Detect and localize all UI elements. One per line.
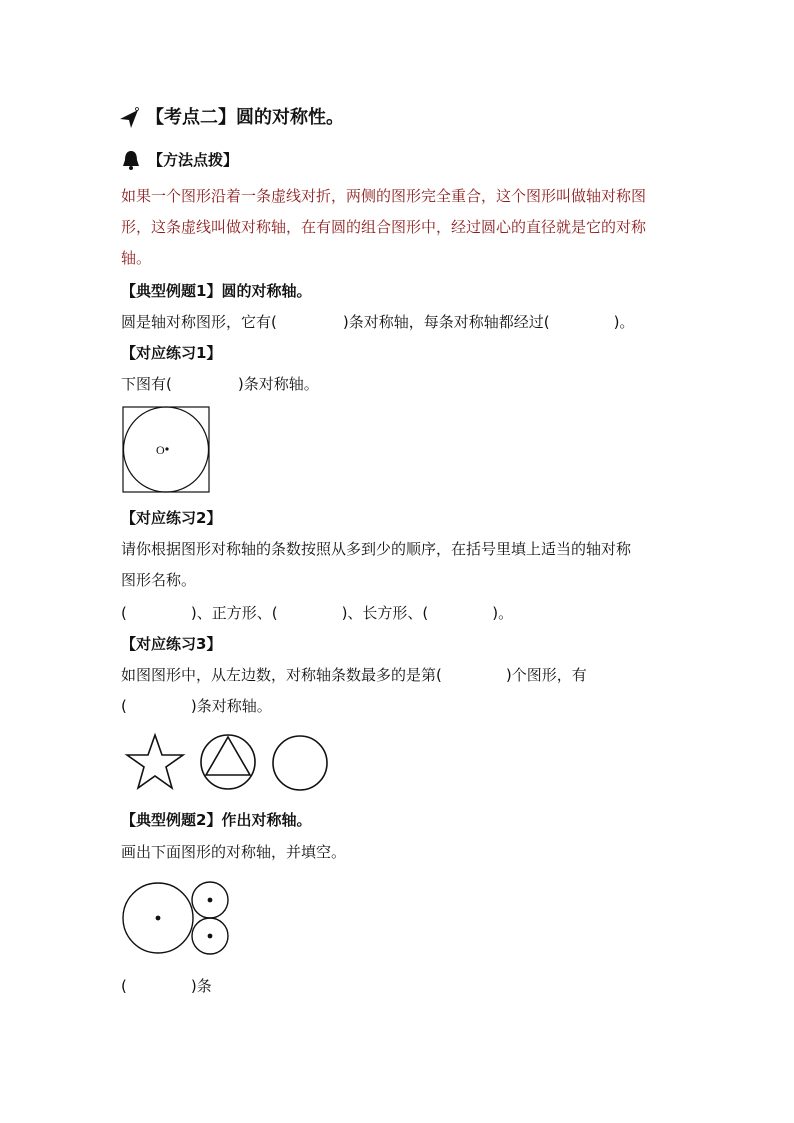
- practice3-title: 【对应练习3】: [121, 635, 222, 653]
- practice1-title: 【对应练习1】: [121, 344, 222, 362]
- practice3-line-1: [121, 665, 587, 685]
- example2-title: 【典型例题2】作出对称轴。: [121, 811, 312, 829]
- explain-line-3: 轴。: [121, 249, 152, 267]
- practice1-q-b: )条对称轴。: [237, 375, 319, 393]
- practice3-l1-a: 如图图形中，从左边数，对称轴条数最多的是第(: [121, 666, 442, 684]
- send-arrow-icon: [118, 107, 140, 129]
- practice3-line-2: [121, 696, 272, 716]
- practice1-q-a: 下图有(: [121, 375, 172, 393]
- practice2-p2: )、正方形、(: [190, 604, 278, 622]
- practice3-l2-a: (: [121, 697, 127, 715]
- center-label: O: [156, 443, 165, 457]
- example2-answer-b: )条: [190, 977, 212, 995]
- star-figure: [127, 735, 183, 788]
- practice2-p3: )、长方形、(: [341, 604, 429, 622]
- practice2-answer-line: [121, 603, 513, 623]
- practice2-p1: (: [121, 604, 127, 622]
- example1-q-b: )条对称轴，每条对称轴都经过(: [342, 313, 550, 331]
- example2-answer-a: (: [121, 977, 127, 995]
- example2-answer-line: [121, 976, 212, 996]
- practice3-l1-b: )个图形，有: [505, 666, 587, 684]
- practice1-question: [121, 374, 319, 394]
- practice2-line-1: 请你根据图形对称轴的条数按照从多到少的顺序，在括号里填上适当的轴对称: [121, 540, 632, 558]
- method-title: 【方法点拨】: [148, 151, 239, 169]
- practice2-p4: )。: [492, 604, 514, 622]
- example2-instruction: 画出下面图形的对称轴，并填空。: [121, 843, 347, 861]
- practice2-line-2: 图形名称。: [121, 571, 197, 589]
- method-heading: [120, 149, 238, 171]
- explain-line-1: 如果一个图形沿着一条虚线对折，两侧的图形完全重合，这个图形叫做轴对称图: [121, 187, 647, 205]
- circle-in-square-figure: [123, 407, 209, 492]
- circle-with-triangle-figure: [201, 735, 255, 789]
- example1-q-a: 圆是轴对称图形，它有(: [121, 313, 277, 331]
- practice3-l2-b: )条对称轴。: [190, 697, 272, 715]
- example1-question: [121, 312, 634, 332]
- example1-title: 【典型例题1】圆的对称轴。: [121, 282, 312, 300]
- plain-circle-figure: [273, 736, 327, 790]
- explain-line-2: 形，这条虚线叫做对称轴，在有圆的组合图形中，经过圆心的直径就是它的对称: [121, 218, 647, 236]
- practice2-title: 【对应练习2】: [121, 509, 222, 527]
- bell-icon: [120, 149, 142, 171]
- section-heading: [118, 106, 344, 130]
- heading-text: 【考点二】圆的对称性。: [146, 107, 344, 128]
- example1-q-c: )。: [613, 313, 635, 331]
- three-circles-figure: [123, 882, 228, 954]
